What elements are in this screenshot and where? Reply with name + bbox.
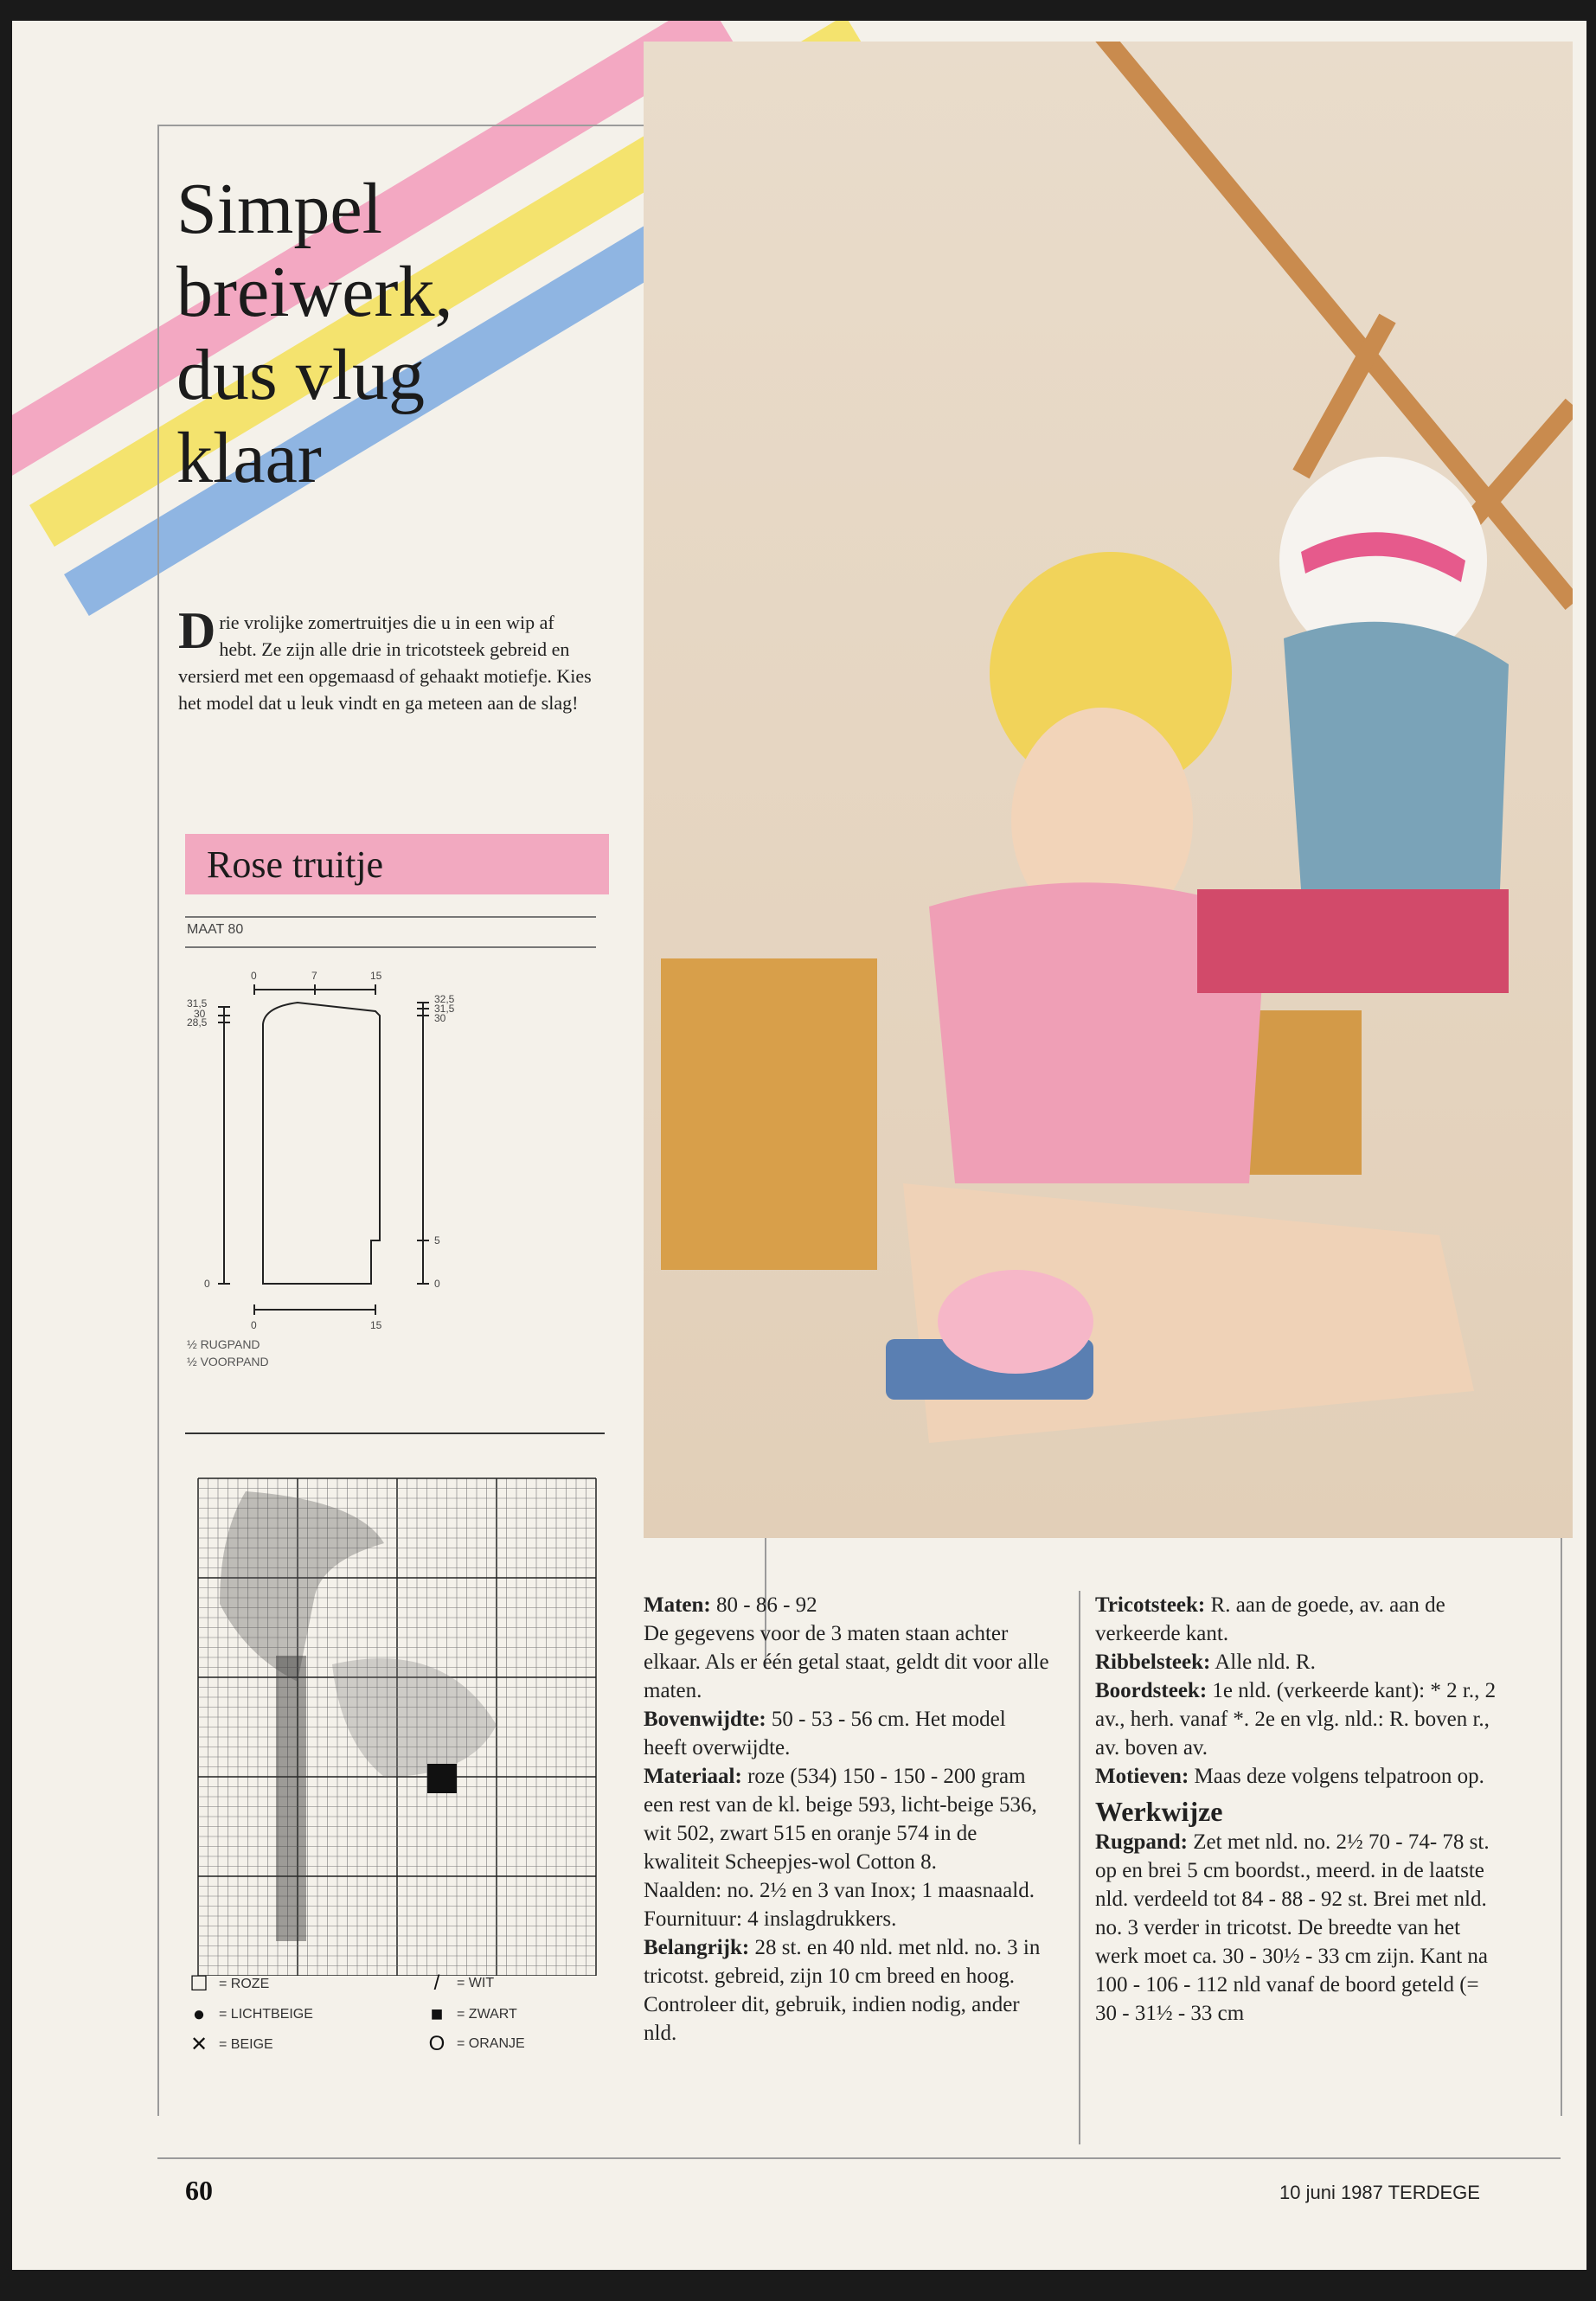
schematic-legend-back: ½ RUGPAND [187, 1337, 260, 1351]
rule-chart [185, 1433, 605, 1434]
filled-square-icon: ■ [430, 2003, 444, 2026]
chart-bird-motif [332, 1658, 497, 1777]
section-title: Rose truitje [207, 843, 384, 886]
text-column-2 [1095, 1591, 1502, 2028]
para-gegevens: De gegevens voor de 3 maten staan achter elkaar. Als er één getal staat, geldt dit voor alle maten. [644, 1622, 1049, 1702]
publication-date: 10 juni 1987 TERDEGE [1279, 2182, 1480, 2203]
text-column-divider [1079, 1591, 1080, 2144]
cross-icon: ✕ [189, 2033, 208, 2056]
legend-item-lichtbeige: ● = LICHTBEIGE [189, 2003, 313, 2027]
tick-left-0: 31,5 [187, 997, 208, 1009]
para-boordsteek: Boordsteek: 1e nld. (verkeerde kant): * 2 r., 2 av., herh. vanaf *. 2e en vlg. nld.: R. boven r., av. boven av. [1095, 1679, 1497, 1759]
chart-trunk-motif [276, 1656, 306, 1941]
para-belangrijk: Belangrijk: 28 st. en 40 nld. met nld. no. 3 in tricotst. gebreid, zijn 10 cm breed en hoog. Controleer dit, gebruik, indien nodig, ander nld. [644, 1936, 1041, 2045]
tick-bottom-1: 15 [370, 1319, 382, 1331]
pink-toy [938, 1270, 1093, 1374]
page-number: 60 [185, 2175, 213, 2206]
intro-paragraph [178, 602, 593, 716]
beach-photo [644, 42, 1573, 1538]
intro-text: rie vrolijke zomertruitjes die u in een wip af hebt. Ze zijn alle drie in tricotsteek gebreid en versierd met een opgemaasd of gehaakt motiefje. Kies het model dat u leuk vindt en ga meteen aan de slag! [178, 612, 592, 714]
para-rest: een rest van de kl. beige 593, licht-beige 536, wit 502, zwart 515 en oranje 574 in de kwaliteit Scheepjes-wol Cotton 8. [644, 1793, 1037, 1874]
tick-right-4: 0 [434, 1278, 440, 1290]
tick-left-1: 30 [194, 1008, 206, 1020]
para-motieven: Motieven: Maas deze volgens telpatroon op. [1095, 1765, 1484, 1788]
para-materiaal: Materiaal: roze (534) 150 - 150 - 200 gram [644, 1765, 1026, 1788]
tick-top-0: 0 [251, 970, 257, 982]
legend-item-oranje: O = ORANJE [428, 2032, 525, 2055]
tick-top-1: 7 [311, 970, 317, 982]
footer-rule [157, 2157, 1561, 2159]
legend-item-roze: ☐ = ROZE [189, 1972, 270, 1996]
werkwijze-heading: Werkwijze [1095, 1796, 1223, 1827]
size-label: MAAT 80 [187, 922, 244, 937]
schematic-legend [187, 1336, 269, 1370]
para-maten: Maten: 80 - 86 - 92 [644, 1593, 817, 1617]
para-ribbelsteek: Ribbelsteek: Alle nld. R. [1095, 1650, 1316, 1674]
basket [661, 958, 877, 1270]
para-bovenwijdte: Bovenwijdte: 50 - 53 - 56 cm. Het model heeft overwijdte. [644, 1708, 1006, 1759]
rule-bottom [185, 946, 596, 948]
blue-sweater [1284, 622, 1509, 889]
knitting-motif-chart [185, 1465, 609, 1976]
magazine-page [12, 21, 1586, 2270]
circle-icon: O [428, 2032, 445, 2055]
tick-left-3: 0 [204, 1278, 210, 1290]
tick-right-2: 30 [434, 1012, 446, 1024]
slash-icon: / [433, 1971, 440, 1995]
para-fournituur: Fournituur: 4 inslagdrukkers. [644, 1907, 897, 1931]
schematic-legend-front: ½ VOORPAND [187, 1355, 269, 1368]
rule-top [185, 916, 596, 918]
empty-square-icon: ☐ [189, 1972, 208, 1996]
tick-right-1: 31,5 [434, 1003, 455, 1015]
tick-right-0: 32,5 [434, 993, 455, 1005]
legend-item-beige: ✕ = BEIGE [189, 2033, 273, 2056]
tick-bottom-0: 0 [251, 1319, 257, 1331]
para-naalden: Naalden: no. 2½ en 3 van Inox; 1 maasnaald. [644, 1879, 1035, 1902]
legend-item-wit: / = WIT [427, 1971, 494, 1996]
article-headline: Simpel breiwerk, dus vlug klaar [176, 169, 453, 498]
garment-outline [263, 1003, 380, 1284]
chart-eye-square [427, 1764, 457, 1793]
tick-top-2: 15 [370, 970, 382, 982]
text-column-1 [644, 1591, 1050, 2048]
tick-left-2: 28,5 [187, 1016, 208, 1029]
filled-dot-icon: ● [192, 2003, 206, 2026]
para-rugpand: Rugpand: Zet met nld. no. 2½ 70 - 74- 78 st. op en brei 5 cm boordst., meerd. in de laatste nld. verdeeld tot 84 - 88 - 92 st. Brei met nld. no. 3 verder in tricotst. De breedte van het werk moet ca. 30 - 30½ - 33 cm zijn. Kant na 100 - 106 - 112 nld vanaf de boord geteld (= 30 - 31½ - 33 cm [1095, 1830, 1490, 2025]
chart-leaf-motif [220, 1491, 384, 1682]
tick-right-3: 5 [434, 1234, 440, 1247]
legend-item-zwart: ■ = ZWART [427, 2003, 517, 2027]
intro-dropcap: D [178, 602, 216, 659]
para-tricotsteek: Tricotsteek: R. aan de goede, av. aan de verkeerde kant. [1095, 1593, 1445, 1645]
